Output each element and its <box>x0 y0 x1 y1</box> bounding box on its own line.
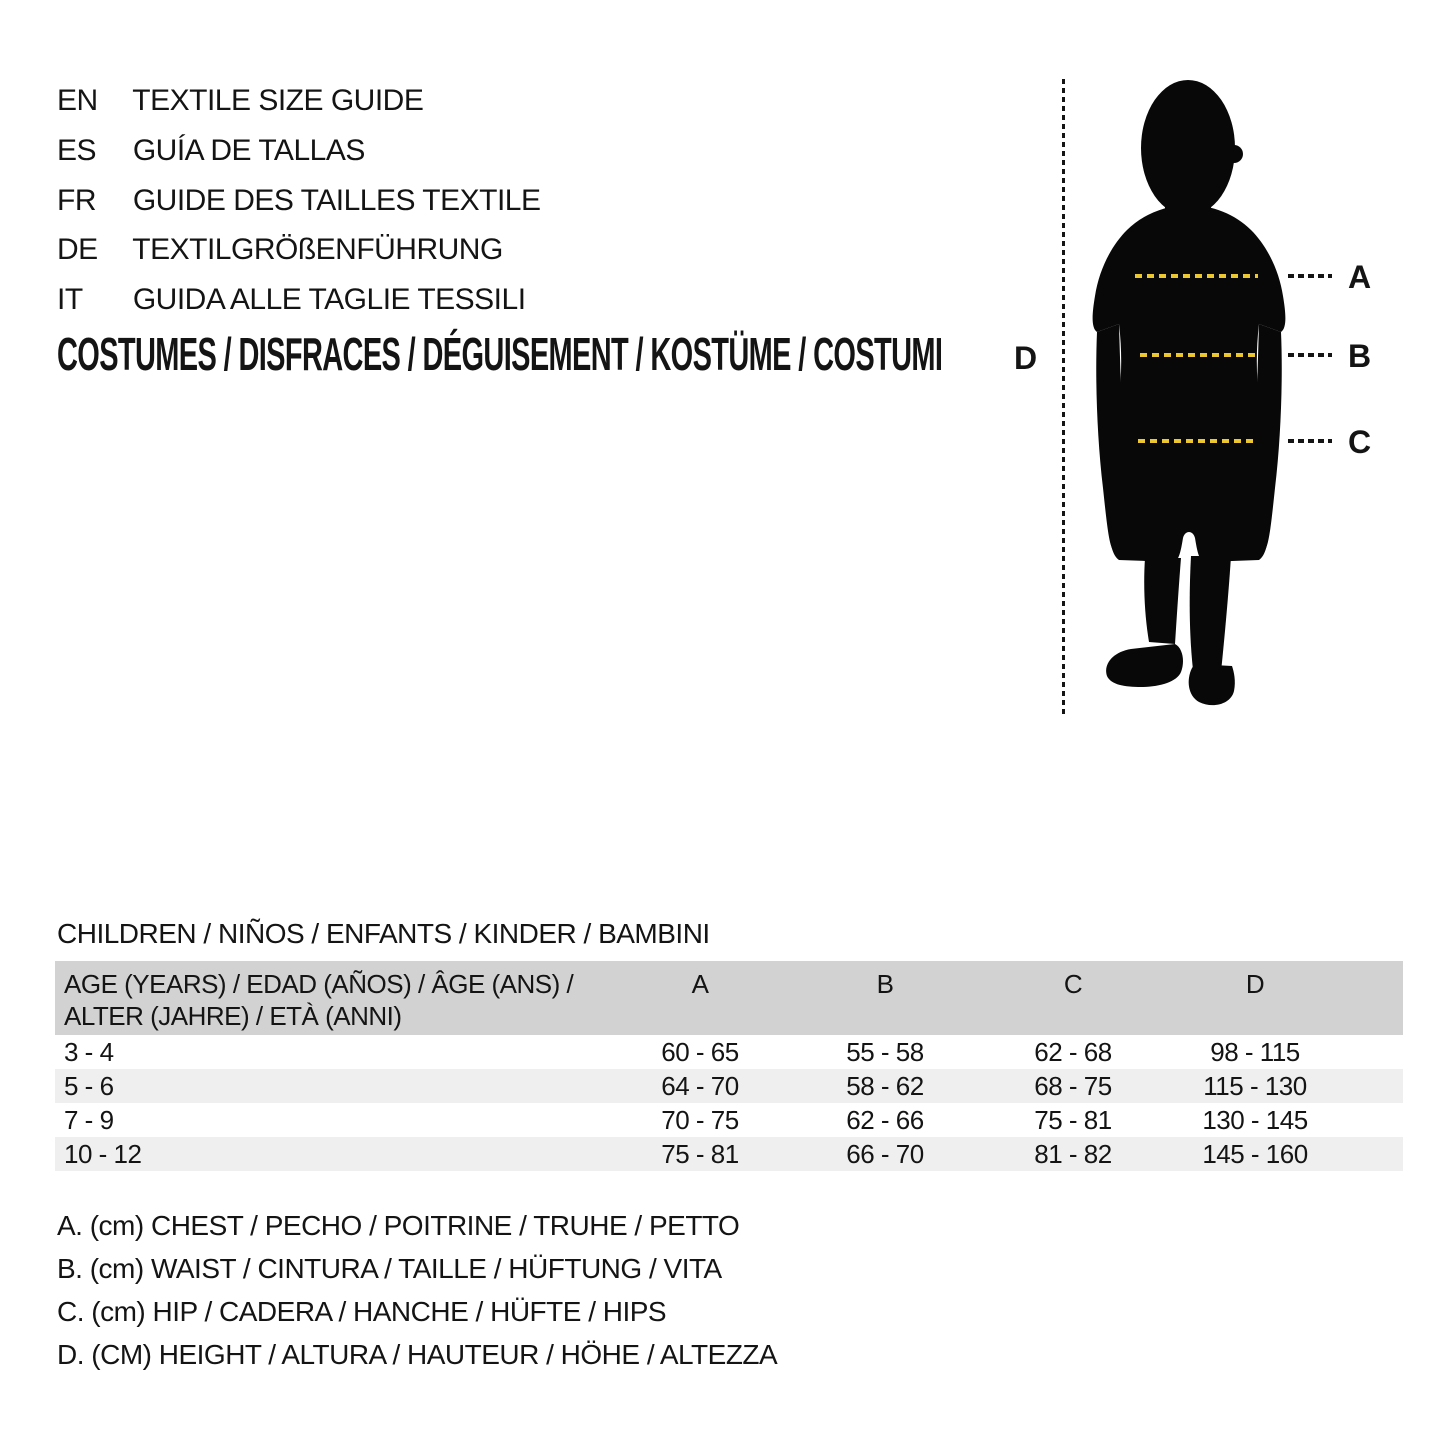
column-header-c: C <box>1063 969 1083 999</box>
section-title: CHILDREN / NIÑOS / ENFANTS / KINDER / BAMBINI <box>57 918 710 949</box>
silhouette-right-leg <box>1190 556 1231 672</box>
height-value: 98 - 115 <box>1210 1037 1300 1067</box>
hip-value: 62 - 68 <box>1034 1037 1112 1067</box>
language-row-es <box>57 134 365 168</box>
language-label: TEXTILE SIZE GUIDE <box>132 84 424 117</box>
chest-value: 64 - 70 <box>661 1071 739 1101</box>
language-code: EN <box>57 84 98 117</box>
chest-value: 70 - 75 <box>661 1105 739 1135</box>
table-header <box>55 961 1403 1035</box>
language-row-de <box>57 233 503 267</box>
chest-value: 60 - 65 <box>661 1037 739 1067</box>
table-row <box>55 1137 1403 1171</box>
category-title: COSTUMES / DISFRACES / DÉGUISEMENT / KOSTÜME / COSTUMI <box>57 328 943 380</box>
language-code: DE <box>57 233 98 266</box>
age-cell: 7 - 9 <box>64 1105 114 1135</box>
language-label: GUIDE DES TAILLES TEXTILE <box>132 184 541 217</box>
measure-label-c: C <box>1348 424 1371 460</box>
silhouette-shapes <box>1093 80 1286 705</box>
legend-line-hip: C. (cm) HIP / CADERA / HANCHE / HÜFTE / HIPS <box>57 1296 667 1327</box>
silhouette-left-leg <box>1144 558 1181 644</box>
language-code: ES <box>57 134 97 167</box>
age-cell: 5 - 6 <box>64 1071 114 1101</box>
silhouette-right-shoe <box>1189 664 1235 705</box>
age-header-line2: ALTER (JAHRE) / ETÀ (ANNI) <box>64 1001 402 1031</box>
age-cell: 10 - 12 <box>64 1139 142 1169</box>
hip-value: 75 - 81 <box>1034 1105 1112 1135</box>
waist-value: 58 - 62 <box>846 1071 924 1101</box>
waist-value: 55 - 58 <box>846 1037 924 1067</box>
legend-line-chest: A. (cm) CHEST / PECHO / POITRINE / TRUHE / PETTO <box>57 1210 740 1241</box>
language-row-fr <box>57 184 541 218</box>
measure-connector-b <box>1288 353 1332 357</box>
silhouette-left-shoe <box>1106 644 1183 687</box>
silhouette-head <box>1141 80 1235 216</box>
height-value: 145 - 160 <box>1202 1139 1308 1169</box>
table-row <box>55 1103 1403 1137</box>
language-label: GUIDA ALLE TAGLIE TESSILI <box>132 283 526 316</box>
language-row-en <box>57 84 423 118</box>
age-header-line1: AGE (YEARS) / EDAD (AÑOS) / ÂGE (ANS) / <box>64 969 574 999</box>
column-header-d: D <box>1245 969 1265 999</box>
measure-label-b: B <box>1348 338 1371 374</box>
language-label: GUÍA DE TALLAS <box>132 134 365 167</box>
height-dotted-line <box>1062 79 1065 715</box>
legend-line-waist: B. (cm) WAIST / CINTURA / TAILLE / HÜFTUNG / VITA <box>57 1253 722 1284</box>
silhouette-ear <box>1225 145 1243 163</box>
table-row <box>55 1035 1403 1069</box>
language-code: FR <box>57 184 96 217</box>
measure-connector-a <box>1288 274 1332 278</box>
table-row <box>55 1069 1403 1103</box>
age-cell: 3 - 4 <box>64 1037 114 1067</box>
hip-value: 68 - 75 <box>1034 1071 1112 1101</box>
legend-line-height: D. (CM) HEIGHT / ALTURA / HAUTEUR / HÖHE / ALTEZZA <box>57 1339 778 1370</box>
language-label: TEXTILGRÖßENFÜHRUNG <box>132 233 503 266</box>
waist-value: 66 - 70 <box>846 1139 924 1169</box>
hip-value: 81 - 82 <box>1034 1139 1112 1169</box>
column-header-a: A <box>691 969 709 999</box>
waist-value: 62 - 66 <box>846 1105 924 1135</box>
measure-label-d: D <box>1014 340 1037 376</box>
child-silhouette <box>1085 78 1295 718</box>
chest-value: 75 - 81 <box>661 1139 739 1169</box>
height-value: 115 - 130 <box>1203 1071 1307 1101</box>
size-table <box>55 961 1403 1169</box>
language-code: IT <box>57 283 83 316</box>
measure-label-a: A <box>1348 259 1371 295</box>
height-value: 130 - 145 <box>1202 1105 1308 1135</box>
language-row-it <box>57 283 526 317</box>
measure-connector-c <box>1288 439 1332 443</box>
column-header-b: B <box>876 969 894 999</box>
